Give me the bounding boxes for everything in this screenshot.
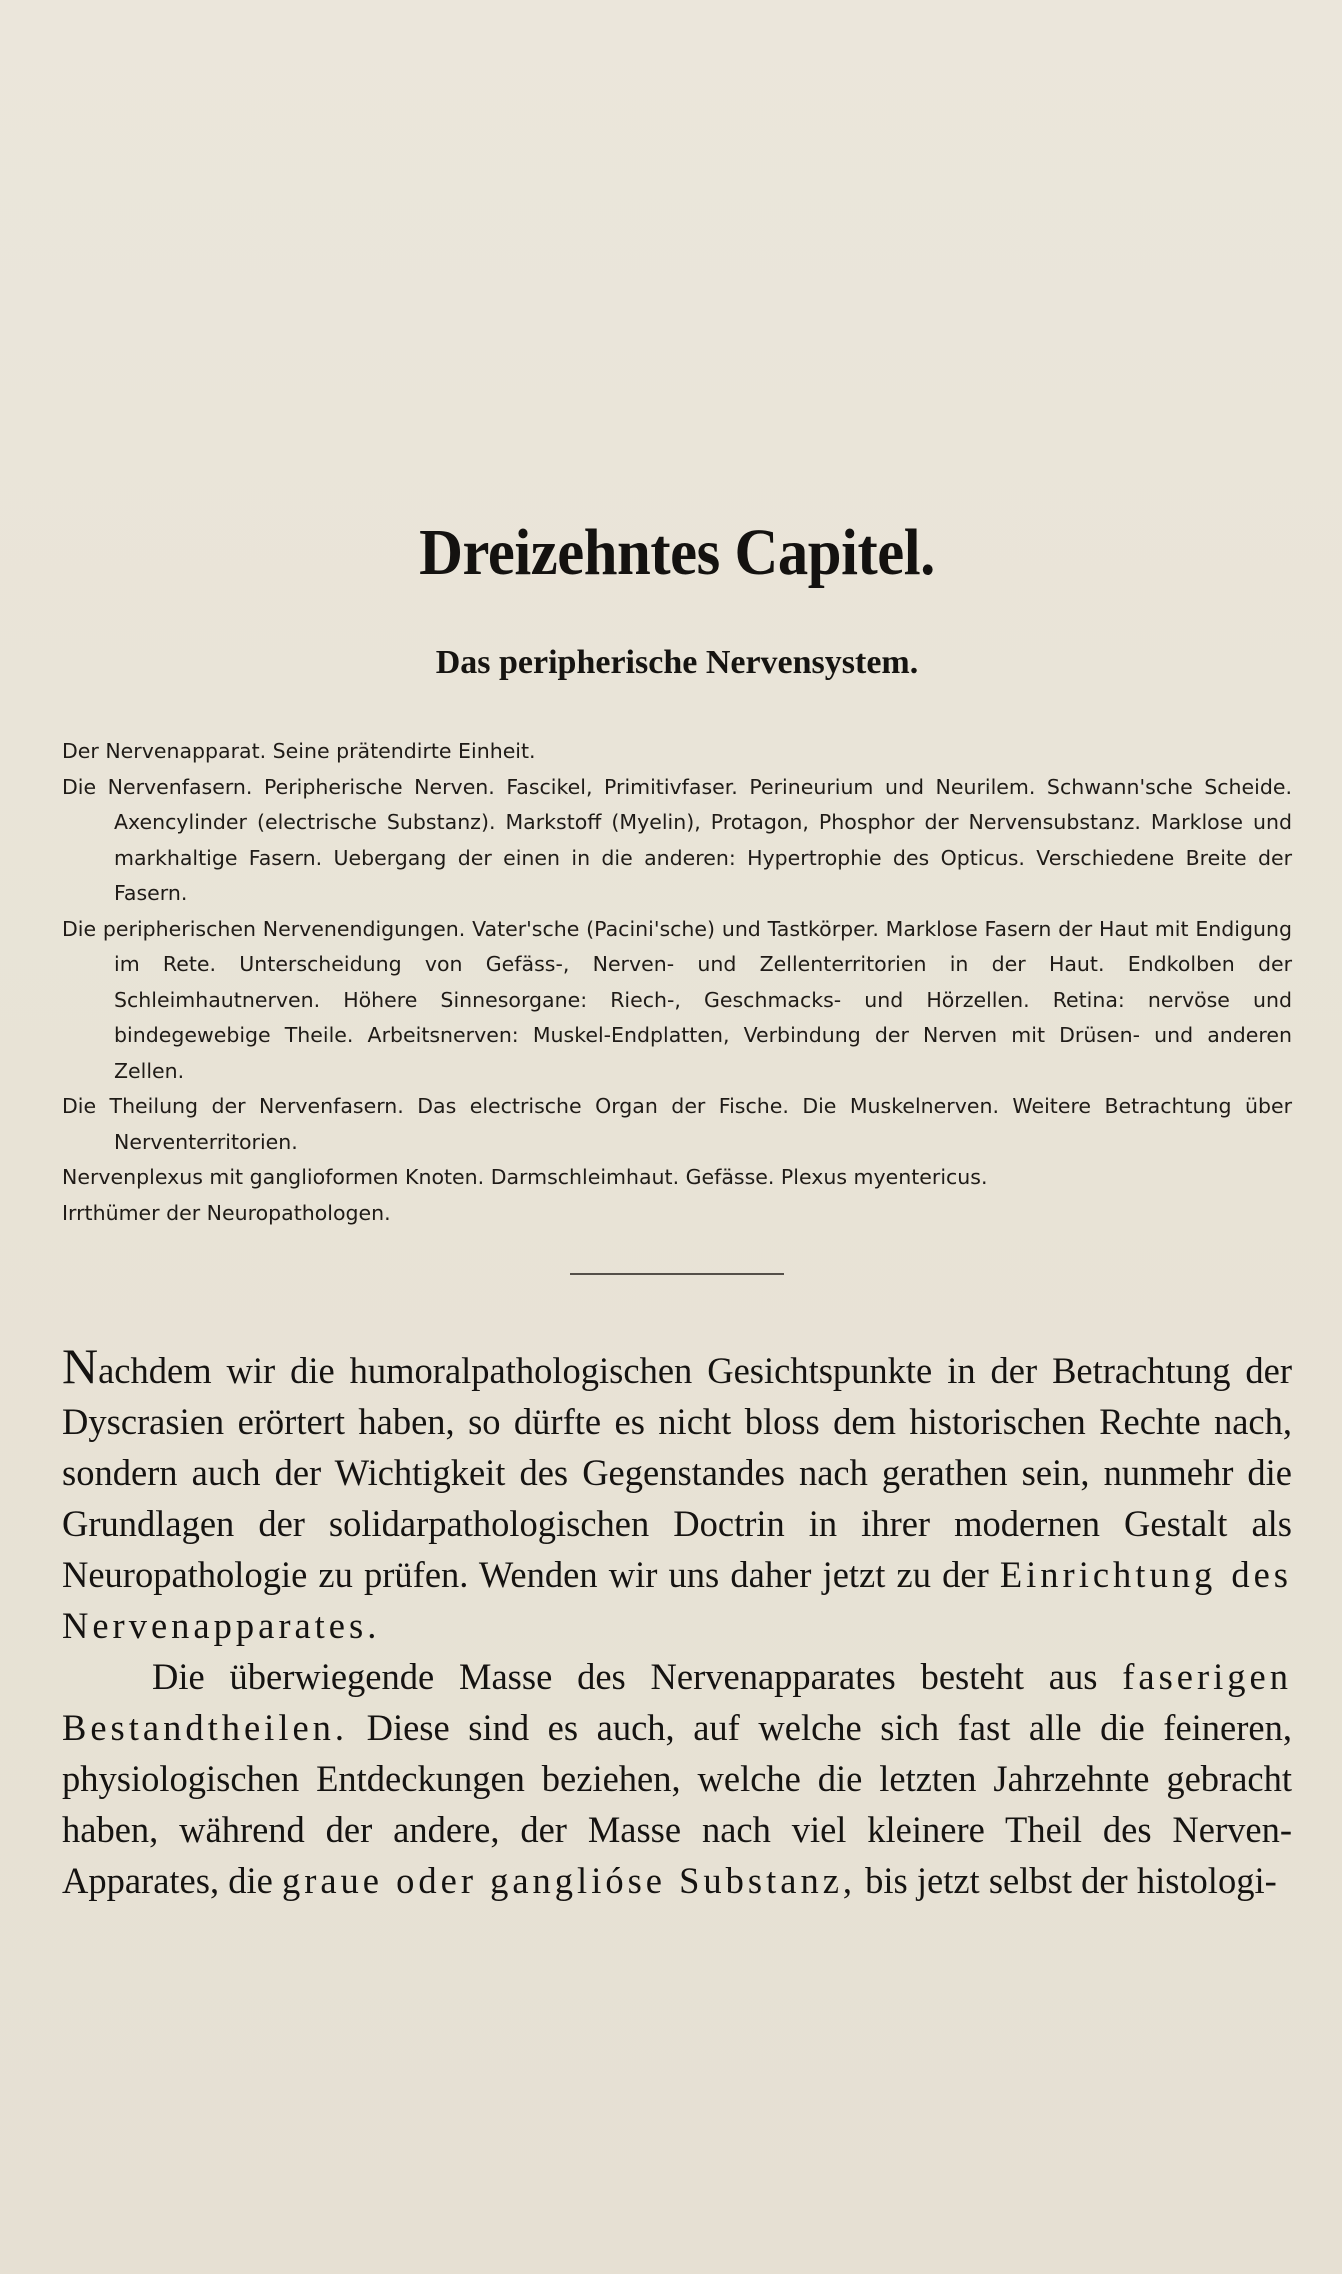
summary-entry: Die Nervenfasern. Peripherische Nerven. Fascikel, Primitivfaser. Perineurium und Neurilem. Schwann'sche Scheide. Axencylinder (electrische Substanz). Markstoff (Myelin), Protagon, Phosphor der Nervensubstanz. Marklose und markhaltige Fasern. Uebergang der einen in die anderen: Hypertrophie des Opticus. Verschiedene Breite der Fasern.: [62, 774, 1292, 905]
paragraph-text: bis jetzt selbst der histologi-: [856, 1860, 1277, 1901]
emphasized-text: faserigen Bestandtheilen.: [62, 1656, 1292, 1748]
emphasized-text: graue oder ganglióse Substanz,: [281, 1860, 857, 1901]
summary-entry: Die Theilung der Nervenfasern. Das electrische Organ der Fische. Die Muskelnerven. Weitere Betrachtung über Nerventerritorien.: [62, 1094, 1292, 1154]
drop-cap: N: [62, 1338, 99, 1394]
chapter-subtitle: Das peripherische Nervensystem.: [435, 644, 919, 681]
emphasized-text: Einrichtung des Nervenapparates.: [62, 1554, 1292, 1646]
chapter-summary: [62, 734, 1292, 1231]
summary-entry: Nervenplexus mit ganglioformen Knoten. Darmschleimhaut. Gefässe. Plexus myentericus.: [62, 1165, 988, 1189]
chapter-title: Dreizehntes Capitel.: [419, 516, 935, 589]
paragraph-text: achdem wir die humoralpathologischen Gesichtspunkte in der Betrachtung der Dyscrasien erörtert haben, so dürfte es nicht bloss dem historischen Rechte nach, sondern auch der Wichtigkeit des Gegenstandes nach gerathen sein, nunmehr die Grundlagen der solidarpathologischen Doctrin in ihrer modernen Gestalt als Neuropathologie zu prüfen. Wenden wir uns daher jetzt zu der: [62, 1350, 1292, 1595]
summary-entry: Die peripherischen Nervenendigungen. Vater'sche (Pacini'sche) und Tastkörper. Marklose Fasern der Haut mit Endigung im Rete. Unterscheidung von Gefäss-, Nerven- und Zellenterritorien in der Haut. Endkolben der Schleimhautnerven. Höhere Sinnesorgane: Riech-, Geschmacks- und Hörzellen. Retina: nervöse und bindegewebige Theile. Arbeitsnerven: Muskel-Endplatten, Verbindung der Nerven mit Drüsen- und anderen Zellen.: [62, 916, 1292, 1083]
body-text: [62, 1338, 1292, 1906]
paragraph-text: Diese sind es auch, auf welche sich fast alle die feineren, physiologischen Entdeckungen beziehen, welche die letzten Jahrzehnte gebracht haben, während der andere, der Masse nach viel kleinere Theil des Nerven-Apparates, die: [62, 1707, 1292, 1901]
section-divider: [570, 1273, 784, 1275]
body-paragraph: [62, 1651, 1292, 1906]
paragraph-text: Die überwiegende Masse des Nervenapparates besteht aus: [152, 1656, 1123, 1697]
summary-entry: Irrthümer der Neuropathologen.: [62, 1200, 391, 1225]
summary-entry: Der Nervenapparat. Seine prätendirte Einheit.: [62, 739, 536, 763]
body-paragraph: [62, 1338, 1292, 1651]
chapter-content: [62, 516, 1292, 1906]
